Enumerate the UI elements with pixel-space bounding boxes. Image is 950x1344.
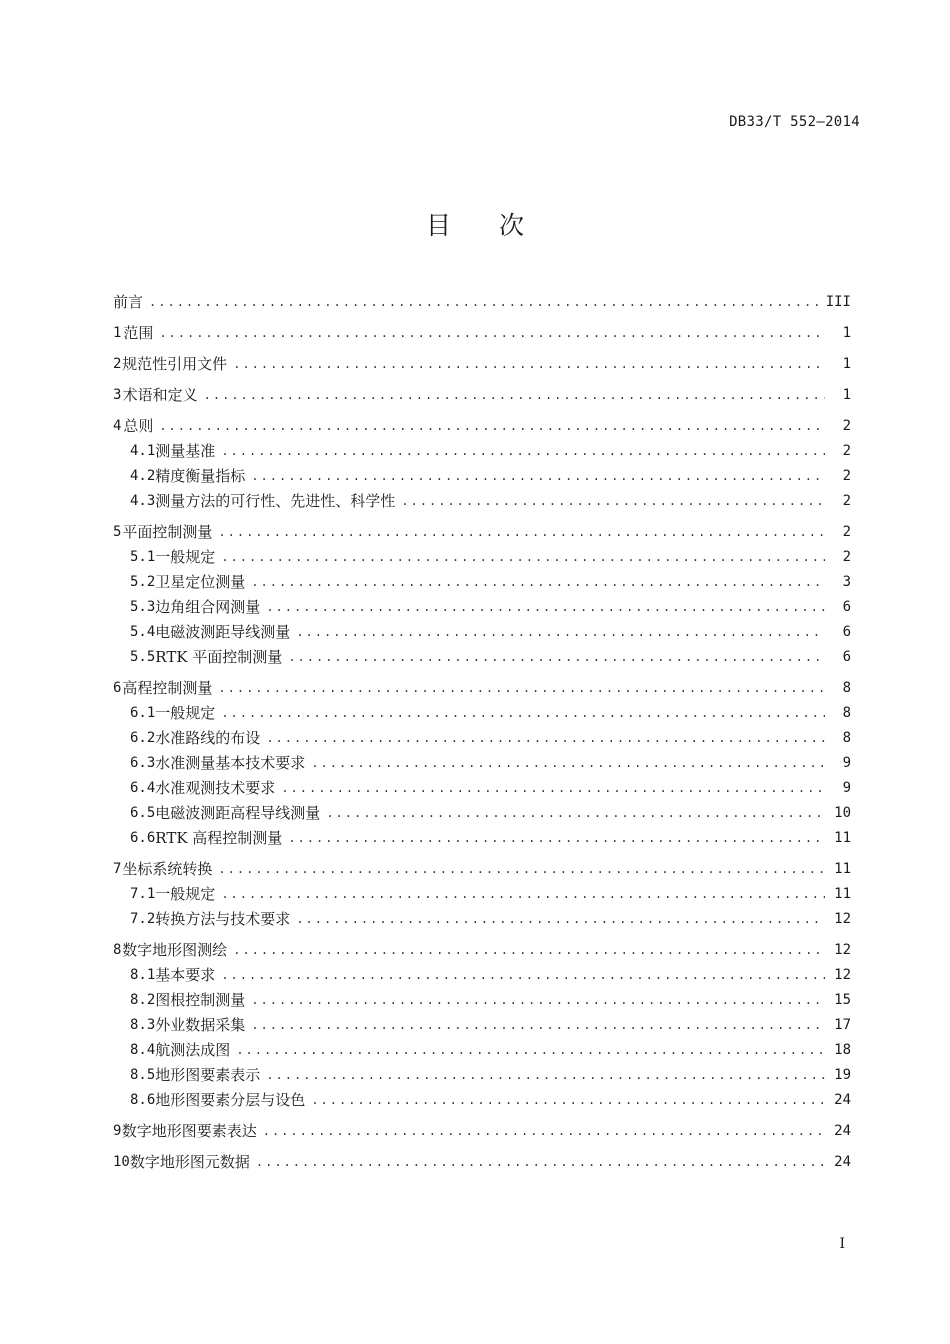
toc-dot-leader: [218, 860, 825, 878]
toc-entry-label: 水准测量基本技术要求: [155, 754, 306, 772]
toc-dot-leader: [311, 754, 825, 772]
toc-entry-label: 一般规定: [155, 548, 216, 566]
toc-dot-leader: [159, 417, 825, 435]
toc-dot-leader: [281, 779, 825, 797]
toc-entry-page: 24: [834, 1123, 851, 1139]
toc-entry-page: 8: [842, 705, 851, 721]
toc-entry[interactable]: [113, 1084, 851, 1109]
toc-entry[interactable]: [113, 1115, 851, 1140]
toc-dot-leader: [288, 648, 825, 666]
toc-entry-page: 2: [842, 468, 851, 484]
toc-entry-number: 7: [113, 861, 122, 877]
toc-dot-leader: [263, 1122, 825, 1140]
toc-entry-number: 4: [113, 418, 122, 434]
toc-entry[interactable]: [113, 672, 851, 697]
toc-entry-page: 6: [842, 624, 851, 640]
toc-entry-label: 总则: [123, 417, 154, 435]
toc-entry-page: 6: [842, 599, 851, 615]
toc-entry[interactable]: [113, 903, 851, 928]
toc-entry[interactable]: [113, 822, 851, 847]
toc-entry-page: 11: [834, 861, 851, 877]
toc-entry-label: 水准路线的布设: [155, 729, 261, 747]
toc-entry-page: 9: [842, 780, 851, 796]
toc-entry-number: 5.5: [130, 649, 156, 665]
page-number: I: [839, 1236, 845, 1252]
toc-entry-page: 12: [834, 942, 851, 958]
toc-entry-page: 17: [834, 1017, 851, 1033]
toc-entry-page: 19: [834, 1067, 851, 1083]
toc-entry-page: 24: [834, 1154, 851, 1170]
toc-dot-leader: [251, 1016, 825, 1034]
toc-dot-leader: [233, 941, 825, 959]
toc-entry-page: 3: [842, 574, 851, 590]
toc-entry-number: 4.1: [130, 443, 156, 459]
toc-entry[interactable]: [113, 959, 851, 984]
toc-entry[interactable]: [113, 317, 851, 342]
toc-entry[interactable]: [113, 566, 851, 591]
toc-entry[interactable]: [113, 591, 851, 616]
table-of-contents: [113, 286, 851, 1171]
toc-dot-leader: [218, 523, 825, 541]
toc-entry-label: 精度衡量指标: [155, 467, 246, 485]
toc-dot-leader: [311, 1091, 825, 1109]
toc-entry-page: 12: [834, 967, 851, 983]
toc-entry-page: 9: [842, 755, 851, 771]
toc-entry-label: 卫星定位测量: [155, 573, 246, 591]
toc-dot-leader: [149, 293, 820, 311]
toc-entry-label: 前言: [113, 293, 144, 311]
toc-entry[interactable]: [113, 616, 851, 641]
toc-entry-label: 电磁波测距高程导线测量: [155, 804, 321, 822]
toc-dot-leader: [266, 729, 825, 747]
toc-dot-leader: [401, 492, 825, 510]
toc-entry-label: 一般规定: [155, 885, 216, 903]
toc-entry-label: 数字地形图要素表达: [121, 1122, 257, 1140]
toc-entry-number: 10: [113, 1154, 130, 1170]
toc-entry-number: 8.3: [130, 1017, 156, 1033]
toc-entry[interactable]: [113, 460, 851, 485]
toc-entry-label: 测量方法的可行性、先进性、科学性: [155, 492, 396, 510]
toc-entry-page: 1: [842, 356, 851, 372]
toc-entry-page: 12: [834, 911, 851, 927]
toc-entry-page: 1: [842, 387, 851, 403]
toc-entry-label: RTK 高程控制测量: [155, 829, 283, 847]
toc-entry-number: 7.1: [130, 886, 156, 902]
toc-entry-page: 18: [834, 1042, 851, 1058]
toc-entry-label: 航测法成图: [155, 1041, 231, 1059]
toc-entry[interactable]: [113, 435, 851, 460]
toc-entry[interactable]: [113, 379, 851, 404]
toc-entry[interactable]: [113, 1034, 851, 1059]
toc-entry-page: 2: [842, 549, 851, 565]
toc-entry[interactable]: [113, 1059, 851, 1084]
toc-entry-label: 平面控制测量: [122, 523, 213, 541]
document-code: DB33/T 552—2014: [729, 114, 860, 130]
toc-entry-number: 4.3: [130, 493, 156, 509]
toc-dot-leader: [296, 910, 825, 928]
toc-entry-number: 6.3: [130, 755, 156, 771]
toc-dot-leader: [288, 829, 825, 847]
toc-dot-leader: [233, 355, 825, 373]
toc-dot-leader: [236, 1041, 825, 1059]
toc-dot-leader: [296, 623, 825, 641]
toc-entry-label: 电磁波测距导线测量: [155, 623, 291, 641]
toc-dot-leader: [204, 386, 825, 404]
toc-entry-number: 3: [113, 387, 122, 403]
toc-entry-page: 1: [842, 325, 851, 341]
toc-dot-leader: [218, 679, 825, 697]
toc-entry-label: 外业数据采集: [155, 1016, 246, 1034]
toc-entry-label: 基本要求: [155, 966, 216, 984]
toc-entry-number: 8.1: [130, 967, 156, 983]
toc-dot-leader: [221, 548, 825, 566]
toc-entry-label: 水准观测技术要求: [155, 779, 276, 797]
toc-entry-label: 规范性引用文件: [122, 355, 228, 373]
toc-entry[interactable]: [113, 286, 851, 311]
toc-entry-label: 坐标系统转换: [122, 860, 213, 878]
toc-entry-number: 6: [113, 680, 122, 696]
toc-dot-leader: [221, 704, 825, 722]
toc-dot-leader: [266, 598, 825, 616]
toc-entry-number: 8: [113, 942, 122, 958]
toc-entry-number: 5.2: [130, 574, 156, 590]
toc-dot-leader: [221, 966, 825, 984]
toc-entry[interactable]: [113, 485, 851, 510]
toc-entry[interactable]: [113, 747, 851, 772]
toc-entry-number: 6.4: [130, 780, 156, 796]
toc-entry[interactable]: [113, 641, 851, 666]
toc-entry-page: 2: [842, 418, 851, 434]
toc-entry-number: 4.2: [130, 468, 156, 484]
toc-entry-page: 10: [834, 805, 851, 821]
toc-entry-page: 11: [834, 830, 851, 846]
toc-entry-number: 7.2: [130, 911, 156, 927]
toc-entry-page: 2: [842, 443, 851, 459]
toc-dot-leader: [221, 885, 825, 903]
toc-entry[interactable]: [113, 348, 851, 373]
toc-entry[interactable]: [113, 878, 851, 903]
page-title: 目次: [425, 211, 572, 240]
toc-entry-page: III: [825, 294, 851, 310]
toc-entry[interactable]: [113, 697, 851, 722]
toc-entry-page: 2: [842, 493, 851, 509]
toc-entry[interactable]: [113, 541, 851, 566]
toc-dot-leader: [266, 1066, 825, 1084]
toc-entry-label: 地形图要素表示: [155, 1066, 261, 1084]
toc-dot-leader: [251, 991, 825, 1009]
toc-entry-number: 6.5: [130, 805, 156, 821]
toc-dot-leader: [326, 804, 825, 822]
toc-entry-number: 6.1: [130, 705, 156, 721]
toc-dot-leader: [159, 324, 825, 342]
toc-entry[interactable]: [113, 516, 851, 541]
toc-entry-page: 8: [842, 730, 851, 746]
toc-entry-label: 数字地形图测绘: [122, 941, 228, 959]
toc-entry-label: 图根控制测量: [155, 991, 246, 1009]
toc-entry-label: 术语和定义: [122, 386, 198, 404]
toc-entry[interactable]: [113, 984, 851, 1009]
toc-entry-number: 5: [113, 524, 122, 540]
toc-entry-page: 8: [842, 680, 851, 696]
toc-entry-page: 2: [842, 524, 851, 540]
toc-dot-leader: [221, 442, 825, 460]
toc-entry-number: 8.4: [130, 1042, 156, 1058]
toc-entry[interactable]: [113, 1146, 851, 1171]
toc-entry-page: 11: [834, 886, 851, 902]
toc-entry-page: 6: [842, 649, 851, 665]
toc-entry-number: 5.3: [130, 599, 156, 615]
toc-entry-label: 边角组合网测量: [155, 598, 261, 616]
toc-entry-number: 6.2: [130, 730, 156, 746]
toc-entry-number: 8.2: [130, 992, 156, 1008]
toc-entry-number: 5.4: [130, 624, 156, 640]
toc-entry[interactable]: [113, 722, 851, 747]
toc-entry-number: 8.6: [130, 1092, 156, 1108]
toc-entry-number: 9: [113, 1123, 122, 1139]
toc-entry[interactable]: [113, 853, 851, 878]
toc-entry-label: 一般规定: [155, 704, 216, 722]
toc-entry-label: 范围: [123, 324, 154, 342]
toc-entry[interactable]: [113, 772, 851, 797]
toc-dot-leader: [256, 1153, 825, 1171]
toc-entry-number: 5.1: [130, 549, 156, 565]
toc-entry-number: 6.6: [130, 830, 156, 846]
toc-entry-label: RTK 平面控制测量: [155, 648, 283, 666]
toc-entry[interactable]: [113, 797, 851, 822]
toc-dot-leader: [251, 467, 825, 485]
toc-dot-leader: [251, 573, 825, 591]
toc-entry[interactable]: [113, 410, 851, 435]
toc-entry[interactable]: [113, 934, 851, 959]
toc-entry-label: 数字地形图元数据: [129, 1153, 250, 1171]
toc-entry[interactable]: [113, 1009, 851, 1034]
toc-entry-label: 高程控制测量: [122, 679, 213, 697]
toc-entry-label: 地形图要素分层与设色: [155, 1091, 306, 1109]
toc-entry-label: 测量基准: [155, 442, 216, 460]
toc-entry-page: 24: [834, 1092, 851, 1108]
toc-entry-number: 1: [113, 325, 122, 341]
toc-entry-number: 8.5: [130, 1067, 156, 1083]
toc-entry-page: 15: [834, 992, 851, 1008]
toc-entry-label: 转换方法与技术要求: [155, 910, 291, 928]
toc-entry-number: 2: [113, 356, 122, 372]
